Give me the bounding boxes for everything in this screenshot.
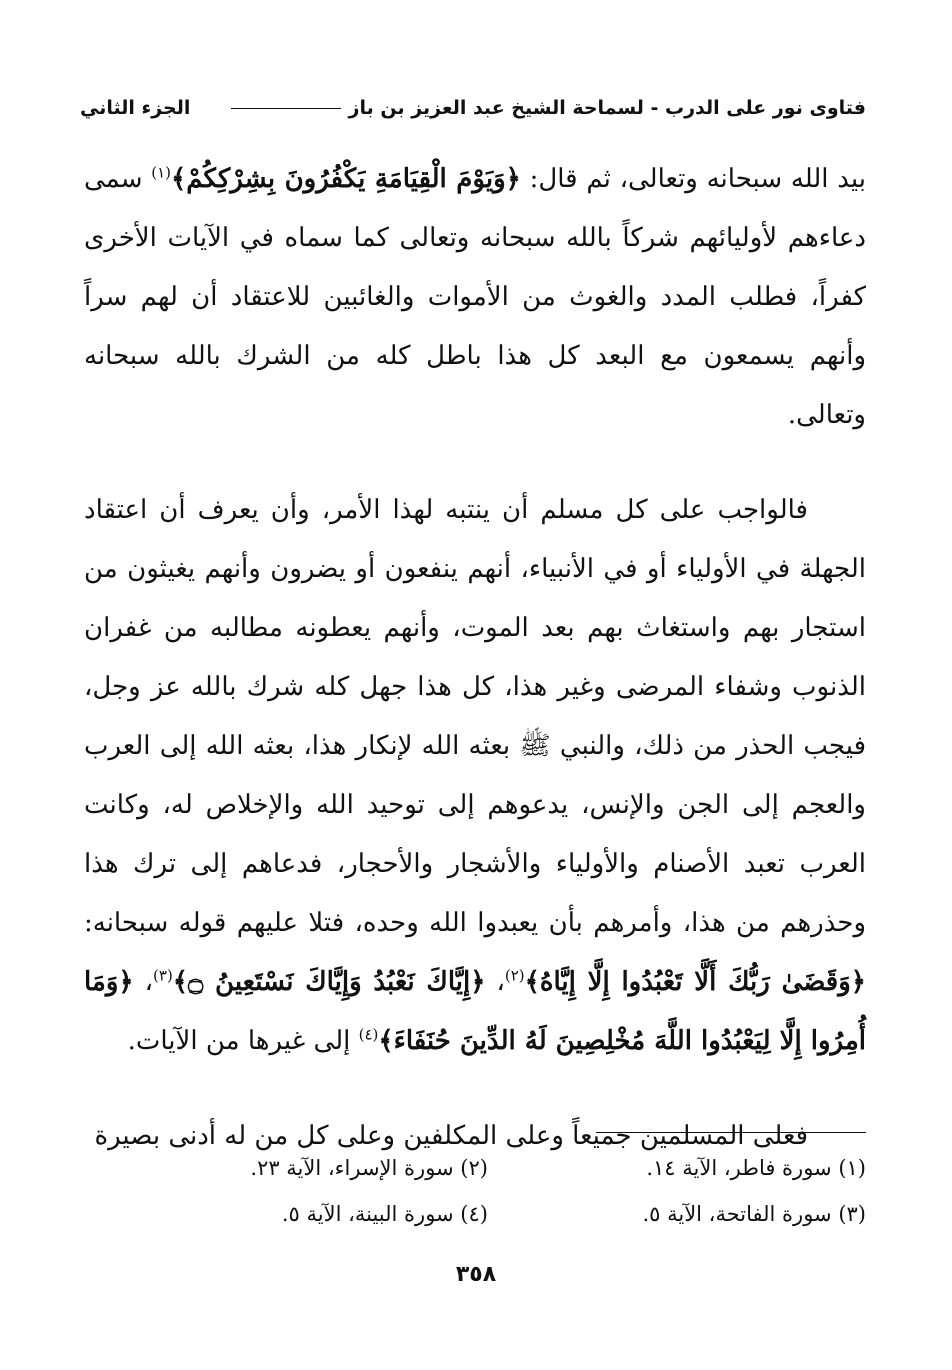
paragraph-3: فعلى المسلمين جميعاً وعلى المكلفين وعلى كل من له أدنى بصيرة [94,1121,808,1151]
separator-1: ، [485,967,505,997]
footnote-ref-3: (٣) [153,966,173,985]
paragraph-2-text-a: فالواجب على كل مسلم أن ينتبه لهذا الأمر، وأن يعرف أن اعتقاد الجهلة في الأولياء أو في الأنبياء، أنهم ينفعون أو يضرون وأنهم يغيثون من استجار بهم واستغاث بهم بعد الموت، وأنهم يعطونه مطالبه من غفران الذنوب وشفاء المرضى وغير هذا، كل هذا جهل كله شرك بالله عز وجل، فيجب الحذر من ذلك، والنبي ﷺ بعثه الله لإنكار هذا، بعثه الله إلى العرب والعجم إلى الجن والإنس، يدعوهم إلى توحيد الله والإخلاص له، وكانت العرب تعبد الأصنام والأولياء والأشجار والأحجار، فدعاهم إلى ترك هذا وحذرهم من هذا، وأمرهم بأن يعبدوا الله وحده، فتلا عليهم قوله سبحانه: [84,495,866,938]
footnote-4: (٤) سورة البينة، الآية ٥. [281,1202,488,1226]
paragraph-1-text-b: سمى دعاءهم لأوليائهم شركاً بالله سبحانه وتعالى كما سماه في الآيات الأخرى كفراً، فطلب المدد والغوث من الأموات والغائبين للاعتقاد أن لهم سراً وأنهم يسمعون مع البعد كل هذا باطل كله من الشرك بالله سبحانه وتعالى. [84,164,867,430]
footnote-2: (٢) سورة الإسراء، الآية ٢٣. [250,1156,488,1180]
footnote-1: (١) سورة فاطر، الآية ١٤. [646,1156,866,1180]
footnote-rule [596,1132,866,1133]
main-text [84,150,866,1166]
paragraph-2 [84,481,866,1071]
quran-verse-3: ﴿إِيَّاكَ نَعْبُدُ وَإِيَّاكَ نَسْتَعِينُ ۝﴾ [172,967,486,997]
header-book-title: فتاوى نور على الدرب - لسماحة الشيخ عبد العزيز بن باز [348,97,866,119]
quran-verse-4: ﴿وَمَا أُمِرُوا إِلَّا لِيَعْبُدُوا اللَّهَ مُخْلِصِينَ لَهُ الدِّينَ حُنَفَاءَ﴾ [84,967,866,1056]
paragraph-2-text-b: إلى غيرها من الآيات. [127,1026,359,1056]
footnotes [150,1145,866,1237]
paragraph-1-text-a: بيد الله سبحانه وتعالى، ثم قال: [520,164,867,194]
footnote-ref-1: (١) [151,163,172,182]
quran-verse-2: ﴿وَقَضَىٰ رَبُّكَ أَلَّا تَعْبُدُوا إِلَّا إِيَّاهُ﴾ [524,967,867,997]
paragraph-gap [84,445,866,481]
running-header [80,92,866,124]
page-number: ٣٥٨ [455,1262,497,1287]
header-rule [231,108,341,109]
quran-verse-1: ﴿وَيَوْمَ الْقِيَامَةِ يَكْفُرُونَ بِشِرْكِكُمْ﴾ [171,164,521,194]
footnote-ref-2: (٢) [504,966,525,985]
footnote-ref-4: (٤) [358,1025,379,1044]
header-part: الجزء الثاني [80,97,191,119]
paragraph-gap [84,1071,866,1107]
paragraph-1 [84,150,866,445]
header-title [231,97,866,119]
footnote-3: (٣) سورة الفاتحة، الآية ٥. [642,1202,866,1226]
separator-2: ، [133,967,154,997]
